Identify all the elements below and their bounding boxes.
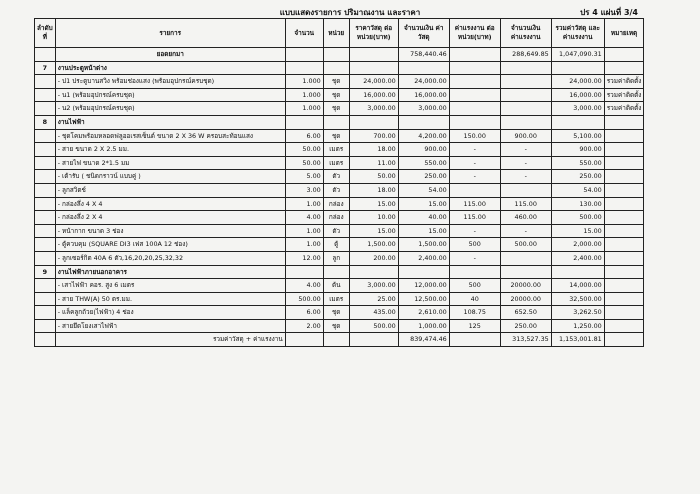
row-labor-total: 900.00 [500,129,551,143]
row-note [604,183,644,197]
row-sum [551,61,604,75]
row-labor-unit-price: 125 [449,319,500,333]
section-row [35,265,644,279]
table-row [35,211,644,225]
row-labor-total [500,251,551,265]
row-no [35,211,56,225]
row-item: - หน้ากาก ขนาด 3 ช่อง [55,224,285,238]
row-labor-total: 460.00 [500,211,551,225]
row-sum: 5,100.00 [551,129,604,143]
row-note [604,238,644,252]
row-unit: ตู้ [323,238,349,252]
row-unit: ชุด [323,88,349,102]
row-material-total: 40.00 [398,211,449,225]
row-material-unit-price: 18.00 [349,183,398,197]
row-note [604,211,644,225]
row-no [35,224,56,238]
row-labor-total [500,265,551,279]
row-no [35,279,56,293]
row-labor-unit-price: 108.75 [449,306,500,320]
row-material-unit-price: 25.00 [349,292,398,306]
row-no [35,251,56,265]
row-item: งานไฟฟ้าภายนอกอาคาร [55,265,285,279]
row-material-unit-price: 50.00 [349,170,398,184]
row-unit [323,115,349,129]
row-unit: เมตร [323,156,349,170]
row-note [604,265,644,279]
header-item: รายการ [55,19,285,48]
row-qty: 1.000 [285,75,323,89]
table-row [35,224,644,238]
row-note [604,129,644,143]
row-unit: กล่อง [323,211,349,225]
page-number: ปร 4 แผ่นที่ 3/4 [580,8,638,17]
row-qty [285,61,323,75]
row-material-total: 1,000.00 [398,319,449,333]
row-note [604,170,644,184]
row-sum: 2,400.00 [551,251,604,265]
row-no [35,102,56,116]
table-row [35,292,644,306]
row-sum: 3,000.00 [551,102,604,116]
carry-forward-label: ยอดยกมา [55,48,285,62]
row-labor-total: - [500,143,551,157]
row-material-total: 550.00 [398,156,449,170]
row-no: 9 [35,265,56,279]
total-labor: 313,527.35 [500,333,551,347]
row-labor-total [500,88,551,102]
row-sum: 54.00 [551,183,604,197]
row-unit: ตัว [323,224,349,238]
row-labor-unit-price [449,115,500,129]
row-labor-unit-price: - [449,224,500,238]
row-sum: 1,250.00 [551,319,604,333]
section-row [35,115,644,129]
row-labor-unit-price [449,102,500,116]
carry-labor-total: 288,649.85 [500,48,551,62]
row-no [35,183,56,197]
header-labor-unit-price: ค่าแรงงาน ต่อหน่วย(บาท) [449,19,500,48]
row-no [35,156,56,170]
row-material-total: 1,500.00 [398,238,449,252]
row-qty: 1.00 [285,197,323,211]
row-labor-unit-price: 500 [449,279,500,293]
row-labor-unit-price: 115.00 [449,197,500,211]
row-unit: ตัว [323,183,349,197]
row-unit: กล่อง [323,197,349,211]
row-note: รวมค่าติดตั้ง [604,75,644,89]
row-qty: 3.00 [285,183,323,197]
row-material-total [398,115,449,129]
row-material-unit-price: 200.00 [349,251,398,265]
row-labor-unit-price: 40 [449,292,500,306]
row-unit: เมตร [323,292,349,306]
row-material-total: 16,000.00 [398,88,449,102]
row-material-total [398,61,449,75]
row-sum [551,265,604,279]
row-material-unit-price: 3,000.00 [349,279,398,293]
row-qty: 50.00 [285,143,323,157]
row-note: รวมค่าติดตั้ง [604,102,644,116]
total-row [35,333,644,347]
row-material-total: 900.00 [398,143,449,157]
table-row [35,102,644,116]
header-qty: จำนวน [285,19,323,48]
row-sum: 250.00 [551,170,604,184]
row-sum: 3,262.50 [551,306,604,320]
table-row [35,143,644,157]
header-sum: รวมค่าวัสดุ และค่าแรงงาน [551,19,604,48]
row-no [35,170,56,184]
row-labor-total: 250.00 [500,319,551,333]
row-material-unit-price: 1,500.00 [349,238,398,252]
row-labor-unit-price: 115.00 [449,211,500,225]
row-note [604,197,644,211]
row-labor-unit-price: - [449,143,500,157]
row-labor-unit-price [449,88,500,102]
total-label: รวมค่าวัสดุ + ค่าแรงงาน [55,333,285,347]
row-material-unit-price: 11.00 [349,156,398,170]
row-qty [285,265,323,279]
table-row [35,279,644,293]
total-sum: 1,153,001.81 [551,333,604,347]
bill-of-quantities-table [34,18,644,347]
row-material-unit-price [349,61,398,75]
row-material-unit-price: 15.00 [349,224,398,238]
row-labor-total: 500.00 [500,238,551,252]
row-material-total: 4,200.00 [398,129,449,143]
row-note [604,251,644,265]
row-item: - สายยึดโยงเสาไฟฟ้า [55,319,285,333]
row-no [35,319,56,333]
row-material-total [398,265,449,279]
row-material-unit-price: 10.00 [349,211,398,225]
row-sum: 2,000.00 [551,238,604,252]
row-qty: 4.00 [285,211,323,225]
table-row [35,129,644,143]
table-row [35,156,644,170]
row-no [35,197,56,211]
carry-material-total: 758,440.46 [398,48,449,62]
row-note [604,115,644,129]
row-labor-total [500,183,551,197]
row-material-unit-price [349,115,398,129]
row-item: - น2 (พร้อมอุปกรณ์ครบชุด) [55,102,285,116]
row-no [35,238,56,252]
row-labor-total: - [500,156,551,170]
row-item: งานไฟฟ้า [55,115,285,129]
row-qty: 6.00 [285,129,323,143]
row-qty: 4.00 [285,279,323,293]
table-row [35,197,644,211]
row-material-total: 54.00 [398,183,449,197]
row-material-unit-price: 16,000.00 [349,88,398,102]
row-qty: 500.00 [285,292,323,306]
row-no: 7 [35,61,56,75]
row-labor-unit-price: 500 [449,238,500,252]
table-row [35,88,644,102]
row-labor-total [500,115,551,129]
row-labor-unit-price [449,61,500,75]
row-sum [551,115,604,129]
row-sum: 32,500.00 [551,292,604,306]
row-material-unit-price: 3,000.00 [349,102,398,116]
row-qty: 2.00 [285,319,323,333]
row-sum: 24,000.00 [551,75,604,89]
row-qty: 50.00 [285,156,323,170]
row-no [35,75,56,89]
row-material-total: 2,400.00 [398,251,449,265]
row-no [35,88,56,102]
row-material-unit-price: 500.00 [349,319,398,333]
row-sum: 14,000.00 [551,279,604,293]
row-labor-total [500,102,551,116]
carry-sum: 1,047,090.31 [551,48,604,62]
header-material-total: จำนวนเงิน ค่าวัสดุ [398,19,449,48]
row-unit: ชุด [323,102,349,116]
row-item: - สาย THW(A) 50 ตร.มม. [55,292,285,306]
row-qty: 1.000 [285,88,323,102]
table-row [35,238,644,252]
row-material-total: 12,500.00 [398,292,449,306]
row-item: งานประตูหน้าต่าง [55,61,285,75]
carry-forward-row [35,48,644,62]
row-material-total: 250.00 [398,170,449,184]
row-item: - น1 (พร้อมอุปกรณ์ครบชุด) [55,88,285,102]
row-note [604,143,644,157]
row-note [604,279,644,293]
row-sum: 16,000.00 [551,88,604,102]
row-sum: 130.00 [551,197,604,211]
row-sum: 15.00 [551,224,604,238]
row-labor-total: - [500,224,551,238]
row-item: - แล็คลูกถ้วย(ไฟฟ้า) 4 ช่อง [55,306,285,320]
row-material-unit-price: 24,000.00 [349,75,398,89]
row-unit: ต้น [323,279,349,293]
row-qty: 1.000 [285,102,323,116]
row-sum: 500.00 [551,211,604,225]
header-unit: หน่วย [323,19,349,48]
row-material-unit-price: 700.00 [349,129,398,143]
header-no: ลำดับที่ [35,19,56,48]
document-title: แบบแสดงรายการ ปริมาณงาน และราคา [279,8,421,17]
row-labor-unit-price [449,183,500,197]
row-sum: 550.00 [551,156,604,170]
row-qty: 1.00 [285,224,323,238]
row-note [604,319,644,333]
section-row [35,61,644,75]
row-item: - กล่องลึ่ง 4 X 4 [55,197,285,211]
row-labor-total [500,61,551,75]
row-note [604,61,644,75]
row-no [35,306,56,320]
row-unit: ชุด [323,319,349,333]
row-labor-total: 115.00 [500,197,551,211]
total-material: 839,474.46 [398,333,449,347]
row-item: - ป1 ประตูบานสวิง พร้อมช่องแสง (พร้อมอุปกรณ์ครบชุด) [55,75,285,89]
row-no [35,292,56,306]
row-no [35,143,56,157]
row-no: 8 [35,115,56,129]
row-material-total: 24,000.00 [398,75,449,89]
row-unit [323,265,349,279]
row-item: - กล่องลึ่ง 2 X 4 [55,211,285,225]
row-item: - ลูกสวิตช์ [55,183,285,197]
header-labor-total: จำนวนเงิน ค่าแรงงาน [500,19,551,48]
row-labor-unit-price [449,265,500,279]
row-unit: เมตร [323,143,349,157]
row-labor-total: 20000.00 [500,292,551,306]
table-row [35,170,644,184]
row-note [604,306,644,320]
row-labor-unit-price [449,75,500,89]
row-item: - เสาไฟฟ้า คอร. สูง 6 เมตร [55,279,285,293]
table-row [35,183,644,197]
table-row [35,251,644,265]
row-material-unit-price [349,265,398,279]
table-row [35,75,644,89]
row-sum: 900.00 [551,143,604,157]
row-item: - ชุดโคมพร้อมหลอดฟลูออเรสเซ็นต์ ขนาด 2 X 36 W ครอบสะท้อนแสง [55,129,285,143]
header-note: หมายเหตุ [604,19,644,48]
table-row [35,319,644,333]
row-labor-total: - [500,170,551,184]
row-note [604,224,644,238]
row-qty: 12.00 [285,251,323,265]
row-note [604,156,644,170]
row-qty: 5.00 [285,170,323,184]
row-material-total: 15.00 [398,224,449,238]
row-material-total: 12,000.00 [398,279,449,293]
table-row [35,306,644,320]
row-labor-total [500,75,551,89]
row-qty: 1.00 [285,238,323,252]
row-qty [285,115,323,129]
row-unit: ชุด [323,306,349,320]
row-no [35,129,56,143]
row-labor-unit-price: - [449,156,500,170]
row-material-total: 3,000.00 [398,102,449,116]
row-item: - ตู้ควบคุม (SQUARE DI3 เฟส 100A 12 ช่อง) [55,238,285,252]
row-material-unit-price: 18.00 [349,143,398,157]
row-labor-unit-price: - [449,251,500,265]
row-item: - เต้ารับ ( ชนิดกราวน์ แบบคู่ ) [55,170,285,184]
row-material-unit-price: 15.00 [349,197,398,211]
row-note [604,292,644,306]
row-item: - สายไฟ ขนาด 2*1.5 มม [55,156,285,170]
row-labor-total: 20000.00 [500,279,551,293]
row-labor-unit-price: - [449,170,500,184]
row-item: - สาย ขนาด 2 X 2.5 มม. [55,143,285,157]
row-unit: ตัว [323,170,349,184]
row-unit: ลูก [323,251,349,265]
header-material-unit-price: ราคาวัสดุ ต่อหน่วย(บาท) [349,19,398,48]
row-qty: 6.00 [285,306,323,320]
header-row [35,19,644,48]
row-unit [323,61,349,75]
row-material-total: 15.00 [398,197,449,211]
row-note: รวมค่าติดตั้ง [604,88,644,102]
row-unit: ชุด [323,129,349,143]
row-labor-total: 652.50 [500,306,551,320]
row-material-unit-price: 435.00 [349,306,398,320]
row-item: - ลูกเซอร์กิต 40A 6 ตัว,16,20,20,25,32,32 [55,251,285,265]
row-unit: ชุด [323,75,349,89]
row-labor-unit-price: 150.00 [449,129,500,143]
row-material-total: 2,610.00 [398,306,449,320]
